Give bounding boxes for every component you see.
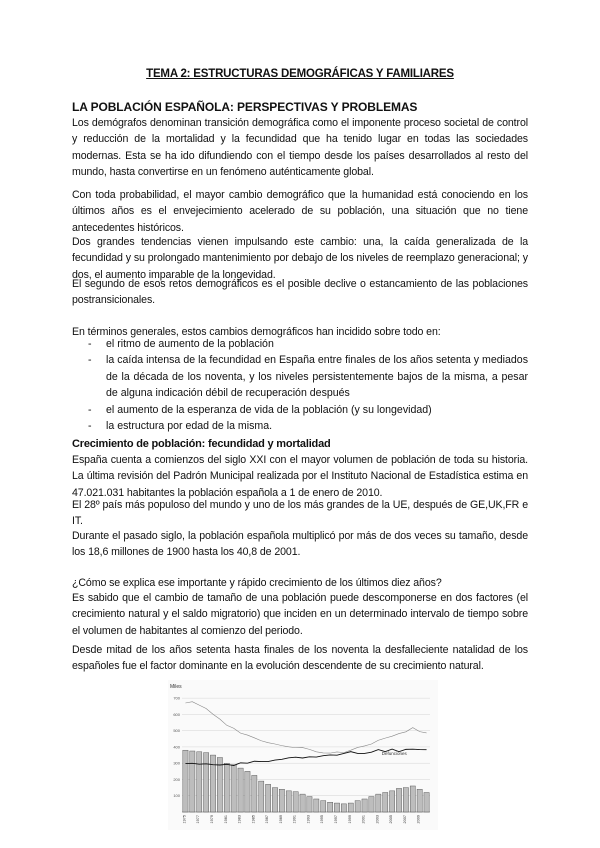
y-axis-label: Miles — [170, 684, 182, 690]
bar — [410, 786, 415, 812]
x-tick-label: 1983 — [237, 815, 242, 824]
paragraph: ¿Cómo se explica ese importante y rápido crecimiento de los últimos diez años? — [72, 577, 442, 589]
bar — [245, 771, 250, 812]
bar — [376, 794, 381, 812]
bullet-list — [88, 336, 528, 434]
bar — [314, 799, 319, 812]
x-tick-label: 1981 — [223, 815, 228, 824]
bar — [265, 784, 270, 812]
paragraph: Dos grandes tendencias vienen impulsando este cambio: una, la caída generalizada de la fecundidad y su prolongado mantenimiento por debajo de los niveles de reemplazo generacional; y dos, el aumento imparable de la longevidad. — [72, 236, 528, 281]
population-chart — [168, 680, 438, 830]
paragraph: Durante el pasado siglo, la población española multiplicó por más de dos veces su tamaño, desde los 18,6 millones de 1900 hasta los 40,8 de 2001. — [72, 530, 528, 559]
bar — [300, 794, 305, 812]
bar — [210, 755, 215, 812]
paragraph: En términos generales, estos cambios demográficos han incidido sobre todo en: — [72, 326, 441, 338]
x-tick-label: 2005 — [389, 815, 394, 824]
x-tick-label: 1987 — [265, 815, 270, 824]
bar — [293, 792, 298, 812]
bar — [231, 765, 236, 812]
bar — [362, 799, 367, 812]
paragraph: El 28º país más populoso del mundo y uno de los más grandes de la UE, después de GE,UK,FR e IT. — [72, 499, 528, 528]
bar — [238, 768, 243, 812]
paragraph: Con toda probabilidad, el mayor cambio demográfico que la humanidad está conociendo en los últimos años es el envejecimiento acelerado de su población, una situación que no tiene antecedentes históricos. — [72, 189, 528, 234]
bar — [279, 789, 284, 812]
x-tick-label: 1977 — [196, 815, 201, 824]
bar — [327, 802, 332, 812]
bar — [307, 797, 312, 812]
bar — [252, 775, 257, 812]
x-tick-label: 1975 — [182, 815, 187, 824]
paragraph: Desde mitad de los años setenta hasta finales de los noventa la desfalleciente natalidad de los españoles fue el factor dominante en la evolución descendente de su crecimiento natural. — [72, 644, 528, 673]
x-tick-label: 2001 — [361, 815, 366, 824]
line-label: Defunciones — [381, 751, 407, 757]
paragraph: España cuenta a comienzos del siglo XXI con el mayor volumen de población de toda su historia. La última revisión del Padrón Municipal realizada por el Instituto Nacional de Estadística estima en 47.021.031 habitantes la población española a 1 de enero de 2010. — [72, 454, 528, 499]
bar — [203, 753, 208, 812]
bar — [183, 750, 188, 812]
y-tick-label: 500 — [173, 728, 180, 734]
bar — [272, 788, 277, 812]
x-tick-label: 1995 — [320, 815, 325, 824]
y-tick-label: 100 — [173, 793, 180, 799]
bar — [341, 804, 346, 812]
y-tick-label: 200 — [173, 776, 180, 782]
x-tick-label: 2007 — [402, 815, 407, 824]
bar — [403, 788, 408, 812]
paragraph: Los demógrafos denominan transición demográfica como el imponente proceso societal de control y reducción de la mortalidad y la fecundidad que ha tenido lugar en todas las sociedades modernas. Esta se ha ido difundiendo con el tiempo desde los países desarrollados al resto del mundo, hasta convertirse en un fenómeno auténticamente global. — [72, 117, 528, 179]
paragraph: Es sabido que el cambio de tamaño de una población puede descomponerse en dos factores (el crecimiento natural y el saldo migratorio) que inciden en un determinado intervalo de tiempo sobre el volumen de habitantes al comienzo del periodo. — [72, 592, 528, 637]
bar — [259, 781, 264, 812]
x-tick-label: 1985 — [251, 815, 256, 824]
x-tick-label: 1993 — [306, 815, 311, 824]
paragraph: El segundo de esos retos demográficos es el posible declive o estancamiento de las poblaciones postransicionales. — [72, 278, 528, 307]
bar — [190, 751, 195, 812]
list-item: - el ritmo de aumento de la población — [88, 336, 528, 352]
bar — [334, 803, 339, 812]
x-tick-label: 2009 — [416, 815, 421, 824]
bar — [321, 801, 326, 812]
bar — [369, 797, 374, 812]
bar — [355, 801, 360, 812]
y-tick-label: 300 — [173, 760, 180, 766]
bar — [286, 791, 291, 812]
y-tick-label: 700 — [173, 695, 180, 701]
list-item: - la estructura por edad de la misma. — [88, 418, 528, 434]
bar — [424, 792, 429, 812]
y-tick-label: 600 — [173, 711, 180, 717]
list-item: - el aumento de la esperanza de vida de la población (y su longevidad) — [88, 402, 528, 418]
x-tick-label: 1999 — [347, 815, 352, 824]
bar — [389, 791, 394, 812]
list-item: - la caída intensa de la fecundidad en España entre finales de los años setenta y mediados de la década de los noventa, y los niveles persistentemente bajos de la misma, a pesar de alguna indicación débil de recuperación después — [88, 352, 528, 401]
x-tick-label: 1979 — [210, 815, 214, 824]
bar — [417, 789, 422, 812]
bar — [348, 803, 353, 812]
x-tick-label: 2003 — [375, 815, 380, 824]
subheading: Crecimiento de población: fecundidad y mortalidad — [72, 438, 331, 450]
y-tick-label: 400 — [173, 744, 180, 750]
section-heading: LA POBLACIÓN ESPAÑOLA: PERSPECTIVAS Y PROBLEMAS — [72, 100, 418, 114]
bar — [197, 752, 202, 812]
x-tick-label: 1997 — [334, 815, 338, 824]
bar — [217, 758, 222, 812]
bar — [396, 788, 401, 812]
x-tick-label: 1989 — [278, 815, 283, 824]
document-title: TEMA 2: ESTRUCTURAS DEMOGRÁFICAS Y FAMILIARES — [146, 68, 454, 80]
x-tick-label: 1991 — [292, 815, 297, 824]
bar — [224, 763, 229, 812]
bar — [383, 792, 388, 812]
